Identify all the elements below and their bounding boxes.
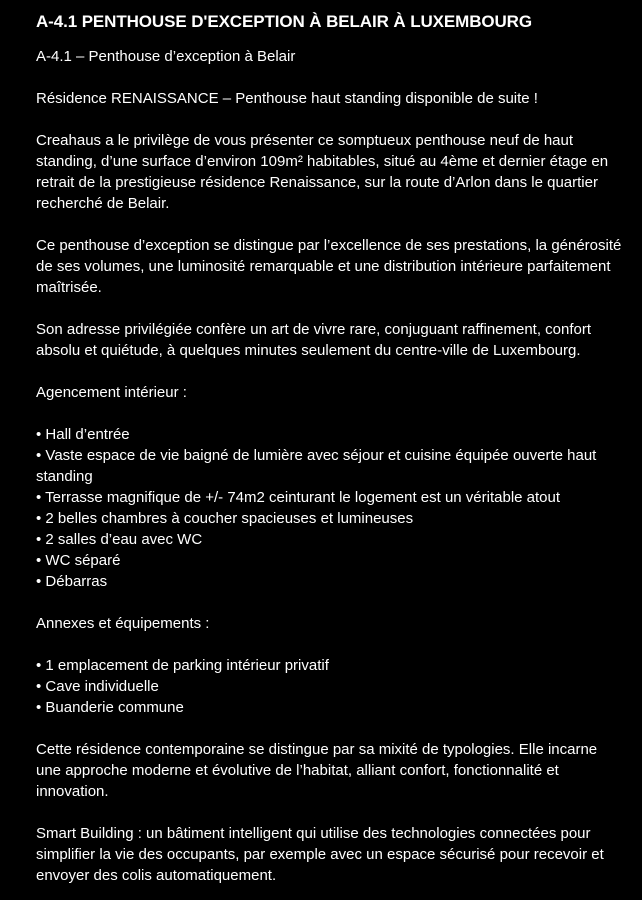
list-item: • Débarras (36, 571, 622, 592)
description-paragraph: Creahaus a le privilège de vous présenter ce somptueux penthouse neuf de haut standing, d’une surface d’environ 109m² habitables, situé au 4ème et dernier étage en retrait de la prestigieuse résidence Renaissance, sur la route d’Arlon dans le quartier recherché de Belair. (36, 132, 609, 212)
annexes-heading: Annexes et équipements : (36, 615, 210, 632)
closing-paragraph: Cette résidence contemporaine se distingue par sa mixité de typologies. Elle incarne une approche moderne et évolutive de l’habitat, alliant confort, fonctionnalité et innovation. (36, 741, 598, 800)
list-item: • 2 belles chambres à coucher spacieuses et lumineuses (36, 508, 622, 529)
description-paragraph: Son adresse privilégiée confère un art de vivre rare, conjuguant raffinement, confort absolu et quiétude, à quelques minutes seulement du centre-ville de Luxembourg. (36, 321, 592, 359)
list-item: • Vaste espace de vie baigné de lumière avec séjour et cuisine équipée ouverte haut standing (36, 445, 622, 487)
list-item: • Cave individuelle (36, 676, 622, 697)
list-item: • 2 salles d’eau avec WC (36, 529, 622, 550)
listing-subtitle: A-4.1 – Penthouse d’exception à Belair (36, 48, 296, 65)
list-item: • Buanderie commune (36, 697, 622, 718)
list-item: • Hall d’entrée (36, 424, 622, 445)
list-item: • WC séparé (36, 550, 622, 571)
interior-heading: Agencement intérieur : (36, 384, 187, 401)
page-title: A-4.1 PENTHOUSE D'EXCEPTION À BELAIR À LUXEMBOURG (36, 12, 532, 31)
intro-text: Résidence RENAISSANCE – Penthouse haut standing disponible de suite ! (36, 90, 538, 107)
interior-list (36, 424, 622, 592)
annexes-list (36, 655, 622, 718)
closing-paragraph: Smart Building : un bâtiment intelligent qui utilise des technologies connectées pour simplifier la vie des occupants, par exemple avec un espace sécurisé pour recevoir et envoyer des colis automatiquement. (36, 825, 604, 884)
description-paragraph: Ce penthouse d’exception se distingue par l’excellence de ses prestations, la générosité de ses volumes, une luminosité remarquable et une distribution intérieure parfaitement maîtrisée. (36, 237, 622, 296)
list-item: • Terrasse magnifique de +/- 74m2 ceinturant le logement est un véritable atout (36, 487, 622, 508)
list-item: • 1 emplacement de parking intérieur privatif (36, 655, 622, 676)
